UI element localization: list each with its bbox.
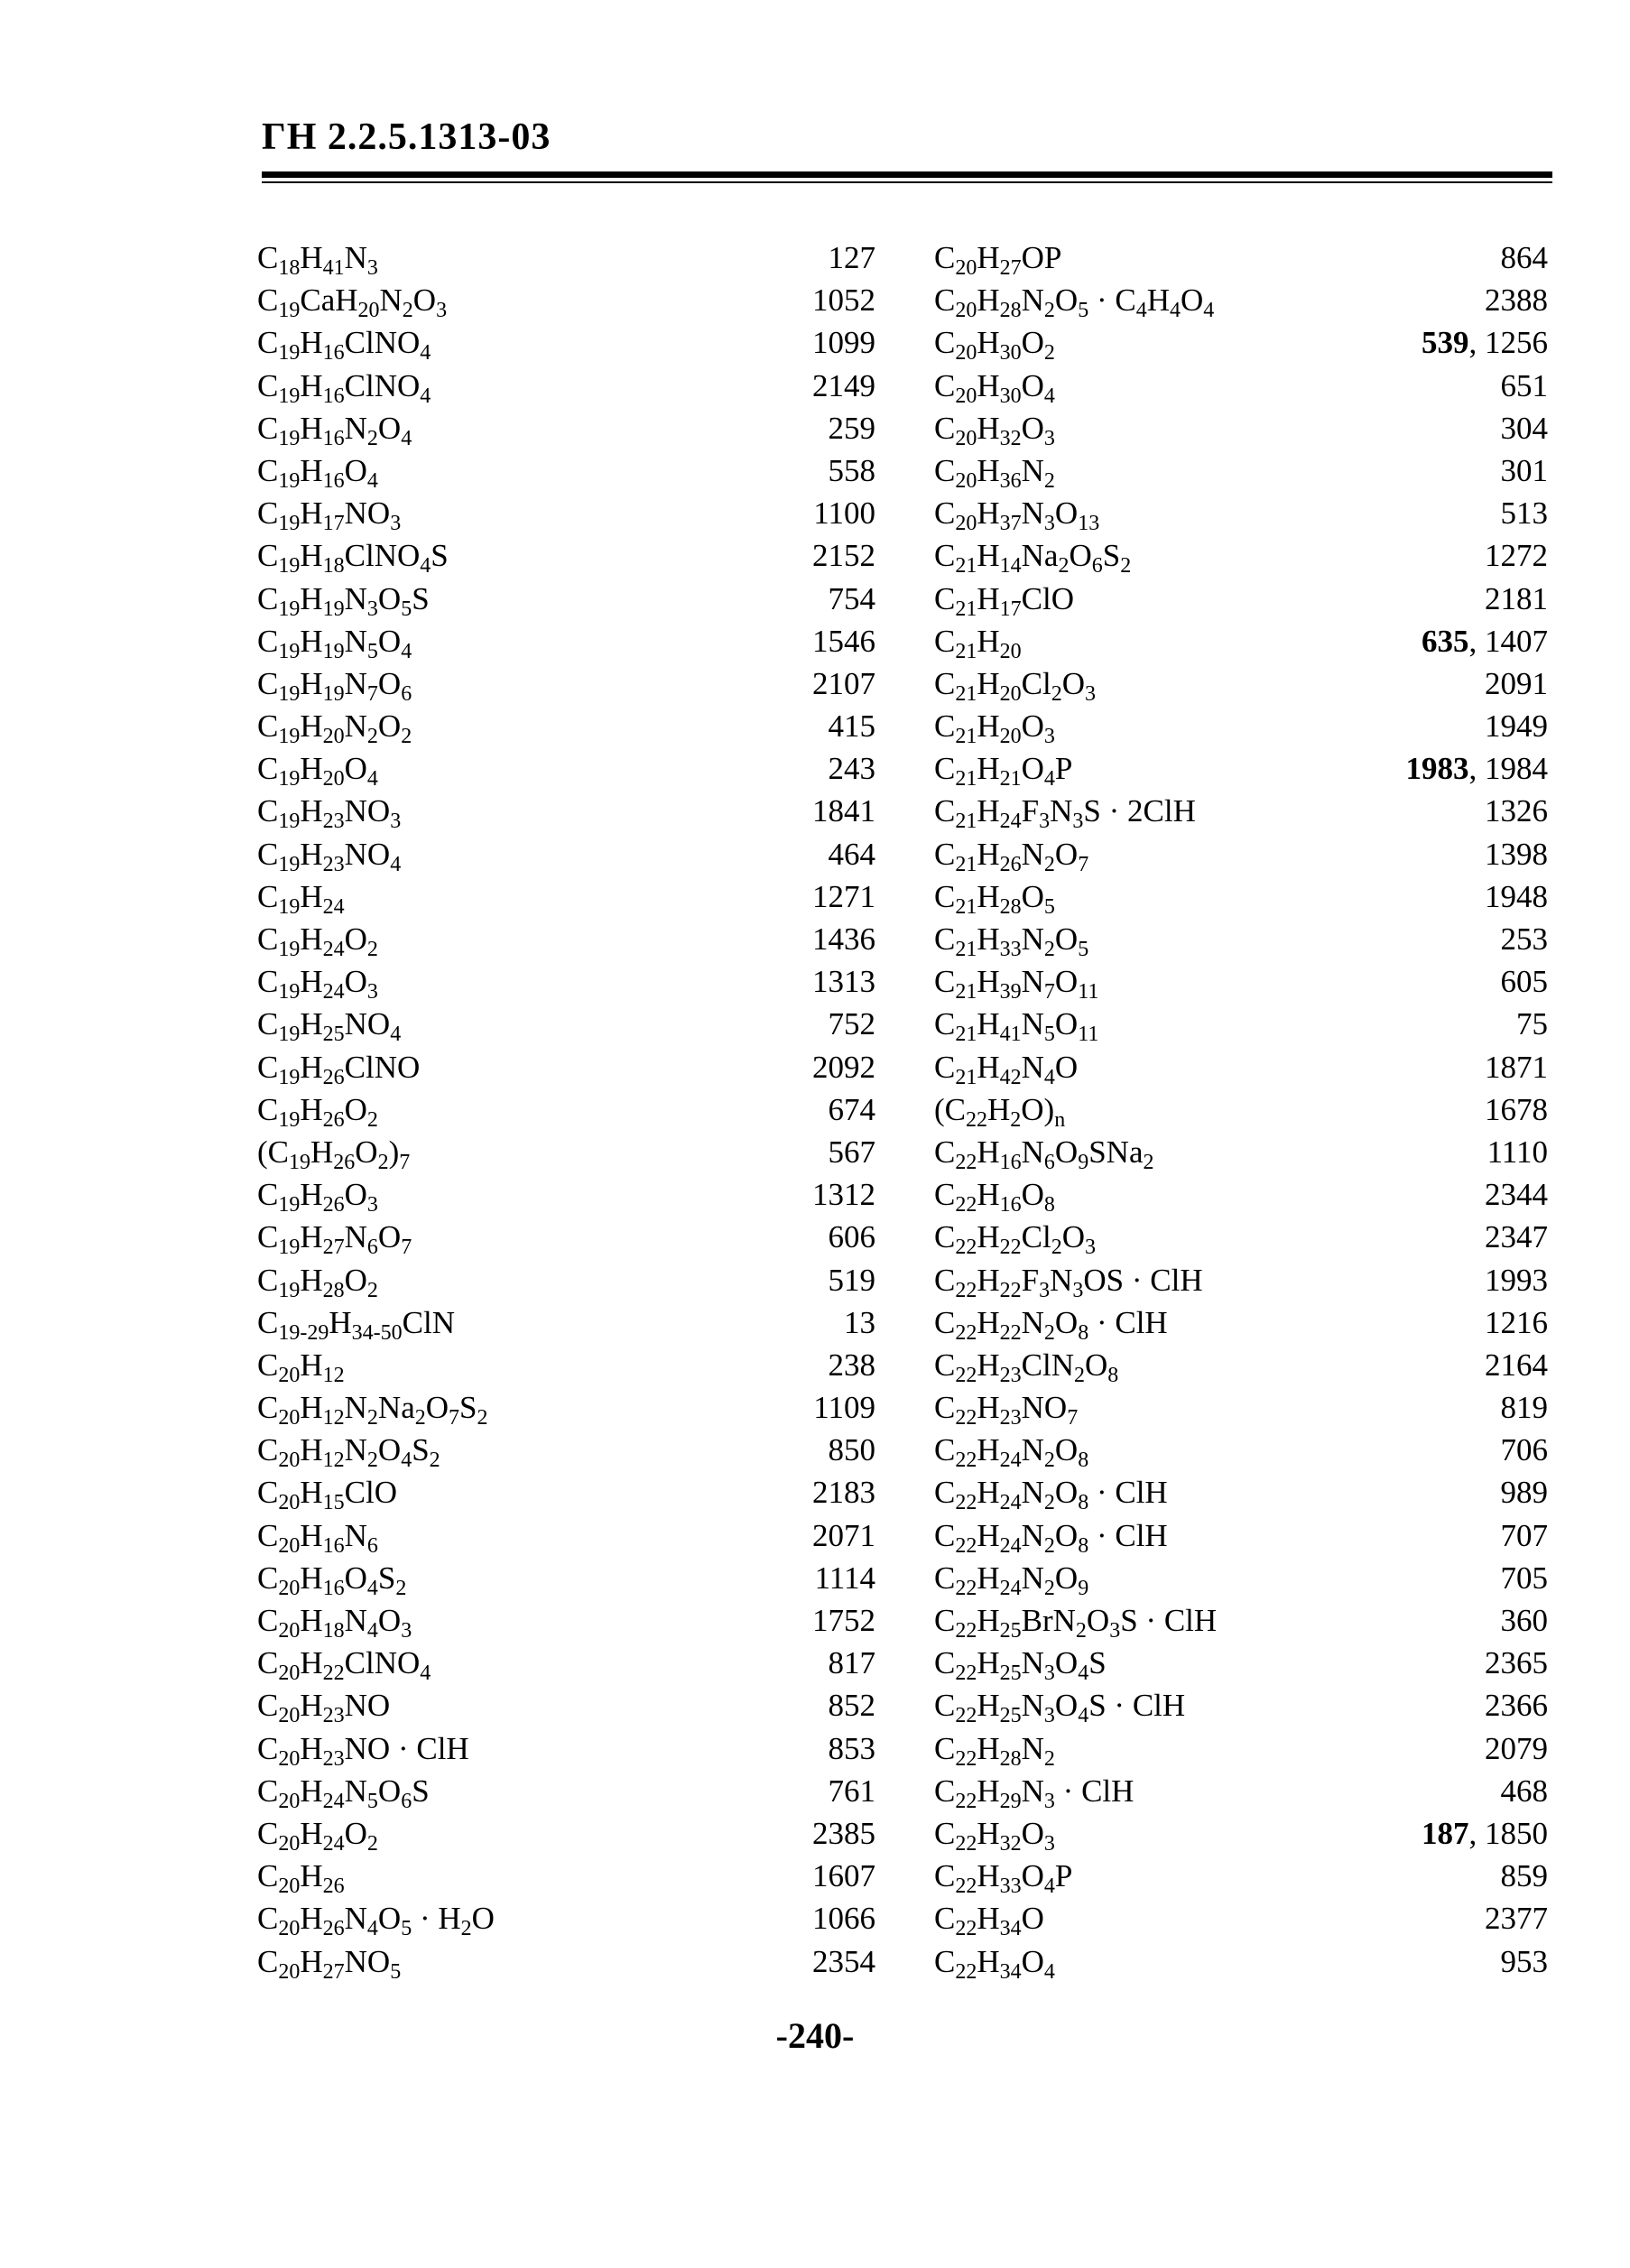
chemical-formula: $C_{22}H_{33}O_4P$ [934,1858,1073,1899]
table-row [934,1471,1548,1514]
table-row [934,918,1548,960]
reference-number: 754 [828,580,875,616]
table-row [934,449,1548,492]
table-row [934,1642,1548,1684]
reference-number: 253 [1500,921,1548,957]
chemical-formula: $C_{20}H_{12}N_2O_4S_2$ [257,1432,440,1473]
table-row [934,1727,1548,1770]
chemical-formula: $C_{22}H_{34}O$ [934,1901,1044,1941]
chemical-formula: $C_{22}H_{16}O_8$ [934,1177,1055,1217]
reference-number: 2149 [812,367,875,403]
reference-number: 1110 [1486,1134,1548,1170]
table-row [257,1471,875,1514]
chemical-formula: $C_{22}H_{25}N_3O_4S$ · ClH [934,1688,1186,1728]
chemical-formula: $C_{19}H_{25}NO_4$ [257,1006,402,1047]
table-row [257,1642,875,1684]
chemical-formula: $C_{19}H_{23}NO_4$ [257,836,402,876]
reference-number: 238 [828,1347,875,1383]
chemical-formula: $C_{22}H_{25}N_3O_4S$ [934,1645,1107,1686]
chemical-formula: $C_{21}H_{20}O_3$ [934,708,1055,749]
reference-number: 2091 [1485,665,1548,701]
reference-number: 819 [1500,1390,1548,1426]
formula-column-right [934,236,1548,1983]
chemical-formula: $C_{20}H_{36}N_2$ [934,452,1055,493]
reference-number: 817 [828,1645,875,1681]
reference-number: 1983, 1984 [1405,751,1548,787]
chemical-formula: $C_{22}H_{22}F_3N_3OS$ · ClH [934,1262,1203,1302]
chemical-formula: $C_{19}H_{16}ClNO_4$ [257,325,431,366]
table-row [934,321,1548,364]
chemical-formula: $C_{20}H_{12}N_2Na_2O_7S_2$ [257,1390,488,1430]
chemical-formula: $C_{19}H_{20}O_4$ [257,751,378,791]
table-row [934,1812,1548,1855]
table-row [934,1216,1548,1258]
table-row [257,918,875,960]
reference-number: 301 [1500,452,1548,488]
reference-number: 1546 [812,623,875,659]
reference-number: 605 [1500,964,1548,1000]
table-row [257,365,875,407]
reference-number: 2079 [1485,1730,1548,1766]
table-row [257,1897,875,1939]
page-number: -240- [775,2015,855,2056]
reference-number: 539, 1256 [1422,325,1548,361]
table-row [934,1344,1548,1386]
chemical-formula: $C_{22}H_{24}N_2O_8$ · ClH [934,1517,1168,1558]
chemical-formula: $C_{21}H_{20}Cl_2O_3$ [934,665,1096,706]
chemical-formula: $C_{19}H_{16}N_2O_4$ [257,410,412,450]
table-row [257,833,875,875]
reference-number: 2377 [1485,1901,1548,1937]
header-rule-thin [262,181,1552,183]
table-row [934,1088,1548,1131]
table-row [257,1429,875,1471]
reference-number: 1312 [812,1177,875,1213]
chemical-formula: $C_{20}H_{32}O_3$ [934,410,1055,450]
chemical-formula: $C_{19}H_{24}$ [257,878,345,919]
chemical-formula: $C_{22}H_{29}N_3$ · ClH [934,1773,1135,1813]
chemical-formula: $C_{21}H_{39}N_7O_{11}$ [934,964,1099,1004]
table-row [934,1770,1548,1812]
table-row [257,875,875,918]
table-row [257,449,875,492]
table-row [257,1344,875,1386]
reference-number: 752 [828,1006,875,1042]
chemical-formula: $C_{19}H_{17}NO_3$ [257,495,402,536]
reference-number: 1948 [1485,878,1548,914]
table-row [257,236,875,279]
reference-number: 13 [844,1304,875,1340]
chemical-formula: $C_{21}H_{41}N_5O_{11}$ [934,1006,1099,1047]
table-row [934,1003,1548,1045]
chemical-formula: $C_{22}H_{32}O_3$ [934,1815,1055,1856]
reference-number: 2183 [812,1475,875,1511]
reference-number: 2354 [812,1943,875,1979]
reference-number: 2107 [812,665,875,701]
reference-number: 706 [1500,1432,1548,1468]
reference-number: 953 [1500,1943,1548,1979]
chemical-formula: $C_{22}H_{24}N_2O_9$ [934,1560,1089,1600]
reference-number: 2344 [1485,1177,1548,1213]
chemical-formula: $C_{20}H_{22}ClNO_4$ [257,1645,431,1686]
table-row [257,790,875,832]
chemical-formula: $C_{21}H_{24}F_3N_3S \cdot 2ClH$ [934,793,1196,834]
chemical-formula: $C_{19}H_{16}O_4$ [257,452,378,493]
table-row [257,407,875,449]
reference-number: 2181 [1485,580,1548,616]
reference-number: 635, 1407 [1422,623,1548,659]
table-row [257,279,875,321]
reference-number: 2365 [1485,1645,1548,1681]
reference-number: 1949 [1485,708,1548,745]
reference-number: 1398 [1485,836,1548,872]
table-row [934,1514,1548,1557]
table-row [257,960,875,1003]
table-row [257,1386,875,1429]
table-row [934,1940,1548,1983]
table-row [934,1429,1548,1471]
chemical-formula: $C_{21}H_{20}$ [934,623,1022,663]
table-row [257,1812,875,1855]
chemical-formula: $C_{19}H_{24}O_2$ [257,921,378,961]
document-header: ГН 2.2.5.1313-03 [262,116,551,158]
reference-number: 761 [828,1773,875,1809]
reference-number: 1678 [1485,1091,1548,1127]
reference-number: 1841 [812,793,875,829]
reference-number: 243 [828,751,875,787]
chemical-formula: $C_{20}H_{16}O_4S_2$ [257,1560,407,1600]
table-row [934,1173,1548,1216]
table-row [257,1003,875,1045]
reference-number: 1607 [812,1858,875,1894]
table-row [934,833,1548,875]
chemical-formula: $C_{20}H_{12}$ [257,1347,345,1387]
chemical-formula: $C_{20}H_{24}O_2$ [257,1815,378,1856]
table-row [934,1684,1548,1726]
table-row [934,279,1548,321]
table-row [934,1046,1548,1088]
formula-column-left [257,236,875,1983]
reference-number: 1436 [812,921,875,957]
chemical-formula: $C_{21}H_{17}ClO$ [934,580,1074,621]
table-row [934,1386,1548,1429]
reference-number: 651 [1500,367,1548,403]
chemical-formula: $C_{19}H_{19}N_7O_6$ [257,665,412,706]
reference-number: 567 [828,1134,875,1170]
chemical-formula: $C_{21}H_{21}O_4P$ [934,751,1073,791]
reference-number: 1272 [1485,538,1548,574]
chemical-formula: $C_{20}H_{27}OP$ [934,240,1062,280]
reference-number: 2366 [1485,1688,1548,1724]
chemical-formula: $C_{21}H_{42}N_4O$ [934,1049,1079,1089]
table-row [257,1514,875,1557]
table-row [257,578,875,620]
chemical-formula: $C_{22}H_{28}N_2$ [934,1730,1055,1771]
chemical-formula: $C_{21}H_{26}N_2O_7$ [934,836,1089,876]
chemical-formula: $C_{20}H_{37}N_3O_{13}$ [934,495,1100,536]
table-row [257,747,875,790]
table-row [934,1557,1548,1599]
chemical-formula: $C_{21}H_{33}N_2O_5$ [934,921,1089,961]
chemical-formula: $C_{20}H_{23}NO$ [257,1688,391,1728]
reference-number: 464 [828,836,875,872]
table-row [257,662,875,705]
chemical-formula: $C_{20}H_{23}NO$ · ClH [257,1730,469,1771]
reference-number: 1100 [813,495,875,532]
table-row [934,1855,1548,1897]
reference-number: 1326 [1485,793,1548,829]
table-row [934,790,1548,832]
table-row [934,960,1548,1003]
reference-number: 852 [828,1688,875,1724]
chemical-formula: $C_{20}H_{30}O_4$ [934,367,1055,408]
reference-number: 2388 [1485,282,1548,319]
reference-number: 127 [828,240,875,275]
table-row [934,875,1548,918]
chemical-formula: $C_{22}H_{16}N_6O_9SNa_2$ [934,1134,1154,1174]
table-row [257,1131,875,1173]
reference-number: 1752 [812,1603,875,1638]
chemical-formula: $C_{19}CaH_{20}N_2O_3$ [257,282,448,323]
reference-number: 1066 [812,1901,875,1937]
table-row [934,1259,1548,1301]
table-row [257,321,875,364]
reference-number: 989 [1500,1475,1548,1511]
chemical-formula: $C_{19}H_{24}O_3$ [257,964,378,1004]
chemical-formula: $C_{22}H_{23}NO_7$ [934,1390,1079,1430]
reference-number: 558 [828,452,875,488]
chemical-formula: $C_{19}H_{26}ClNO$ [257,1049,421,1089]
reference-number: 513 [1500,495,1548,532]
table-row [257,1301,875,1344]
table-row [257,1684,875,1726]
reference-number: 187, 1850 [1422,1815,1548,1851]
chemical-formula: $C_{22}H_{34}O_4$ [934,1943,1055,1984]
chemical-formula: $C_{22}H_{23}ClN_2O_8$ [934,1347,1119,1387]
reference-number: 705 [1500,1560,1548,1596]
chemical-formula: $C_{20}H_{26}N_4O_5 \cdot H_2O$ [257,1901,495,1941]
reference-number: 2347 [1485,1219,1548,1255]
reference-number: 304 [1500,410,1548,446]
chemical-formula: $C_{19}H_{27}N_6O_7$ [257,1219,412,1260]
reference-number: 2092 [812,1049,875,1085]
table-row [257,534,875,577]
chemical-formula: $C_{19}H_{23}NO_3$ [257,793,402,834]
chemical-formula: $C_{20}H_{30}O_2$ [934,325,1055,366]
table-row [934,705,1548,747]
chemical-formula: $C_{22}H_{24}N_2O_8$ · ClH [934,1475,1168,1515]
table-row [257,1216,875,1258]
reference-number: 1109 [813,1390,875,1426]
chemical-formula: $(C_{22}H_2O)_n$ [934,1091,1066,1132]
chemical-formula: $C_{20}H_{15}ClO$ [257,1475,397,1515]
reference-number: 1313 [812,964,875,1000]
chemical-formula: $C_{19}H_{26}O_3$ [257,1177,378,1217]
table-row [934,620,1548,662]
chemical-formula: $C_{19}H_{28}O_2$ [257,1262,378,1302]
chemical-formula: $C_{20}H_{16}N_6$ [257,1517,378,1558]
table-row [934,365,1548,407]
chemical-formula: $C_{19}H_{19}N_5O_4$ [257,623,412,663]
table-row [934,1599,1548,1642]
chemical-formula: $C_{20}H_{28}N_2O_5 \cdot C_4H_4O_4$ [934,282,1215,323]
chemical-formula: $C_{21}H_{14}Na_2O_6S_2$ [934,538,1132,579]
reference-number: 519 [828,1262,875,1298]
chemical-formula: $C_{19}H_{26}O_2$ [257,1091,378,1132]
reference-number: 468 [1500,1773,1548,1809]
table-row [257,705,875,747]
table-row [934,1131,1548,1173]
chemical-formula: $C_{18}H_{41}N_3$ [257,240,378,280]
table-row [934,1301,1548,1344]
reference-number: 707 [1500,1517,1548,1553]
reference-number: 1114 [814,1560,875,1596]
reference-number: 674 [828,1091,875,1127]
table-row [934,1897,1548,1939]
table-row [934,534,1548,577]
reference-number: 75 [1516,1006,1548,1042]
chemical-formula: $C_{22}H_{22}N_2O_8$ · ClH [934,1304,1168,1345]
table-row [934,407,1548,449]
table-row [257,1046,875,1088]
reference-number: 850 [828,1432,875,1468]
chemical-formula: $C_{22}H_{22}Cl_2O_3$ [934,1219,1096,1260]
reference-number: 1052 [812,282,875,319]
chemical-formula: $C_{19}H_{18}ClNO_4S$ [257,538,449,579]
reference-number: 1099 [812,325,875,361]
table-row [934,662,1548,705]
header-rule-thick [262,171,1552,178]
table-row [934,578,1548,620]
reference-number: 1271 [812,878,875,914]
table-row [934,747,1548,790]
chemical-formula: $C_{22}H_{24}N_2O_8$ [934,1432,1089,1473]
table-row [257,1557,875,1599]
reference-number: 1871 [1485,1049,1548,1085]
reference-number: 259 [828,410,875,446]
reference-number: 1993 [1485,1262,1548,1298]
reference-number: 859 [1500,1858,1548,1894]
table-row [934,236,1548,279]
reference-number: 415 [828,708,875,745]
reference-number: 864 [1500,240,1548,275]
table-row [257,1855,875,1897]
table-row [257,1727,875,1770]
chemical-formula: $C_{20}H_{24}N_5O_6S$ [257,1773,430,1813]
table-row [257,1173,875,1216]
chemical-formula: $C_{21}H_{28}O_5$ [934,878,1055,919]
reference-number: 2071 [812,1517,875,1553]
table-row [257,1599,875,1642]
chemical-formula: $C_{20}H_{18}N_4O_3$ [257,1603,412,1643]
reference-number: 2385 [812,1815,875,1851]
table-row [257,1770,875,1812]
chemical-formula: $C_{20}H_{27}NO_5$ [257,1943,402,1984]
table-row [257,1940,875,1983]
chemical-formula: $C_{19}H_{19}N_3O_5S$ [257,580,430,621]
table-row [257,620,875,662]
chemical-formula: $(C_{19}H_{26}O_2)_7$ [257,1134,411,1174]
chemical-formula: $C_{20}H_{26}$ [257,1858,345,1899]
table-row [257,1259,875,1301]
reference-number: 2152 [812,538,875,574]
reference-number: 2164 [1485,1347,1548,1383]
chemical-formula: $C_{19}H_{16}ClNO_4$ [257,367,431,408]
chemical-formula: $C_{22}H_{25}BrN_2O_3S$ · ClH [934,1603,1218,1643]
table-row [257,1088,875,1131]
chemical-formula: $C_{19}H_{20}N_2O_2$ [257,708,412,749]
reference-number: 853 [828,1730,875,1766]
reference-number: 606 [828,1219,875,1255]
chemical-formula: $C_{19-29}H_{34-50}ClN$ [257,1304,455,1345]
table-row [257,492,875,534]
reference-number: 360 [1500,1603,1548,1638]
reference-number: 1216 [1485,1304,1548,1340]
table-row [934,492,1548,534]
